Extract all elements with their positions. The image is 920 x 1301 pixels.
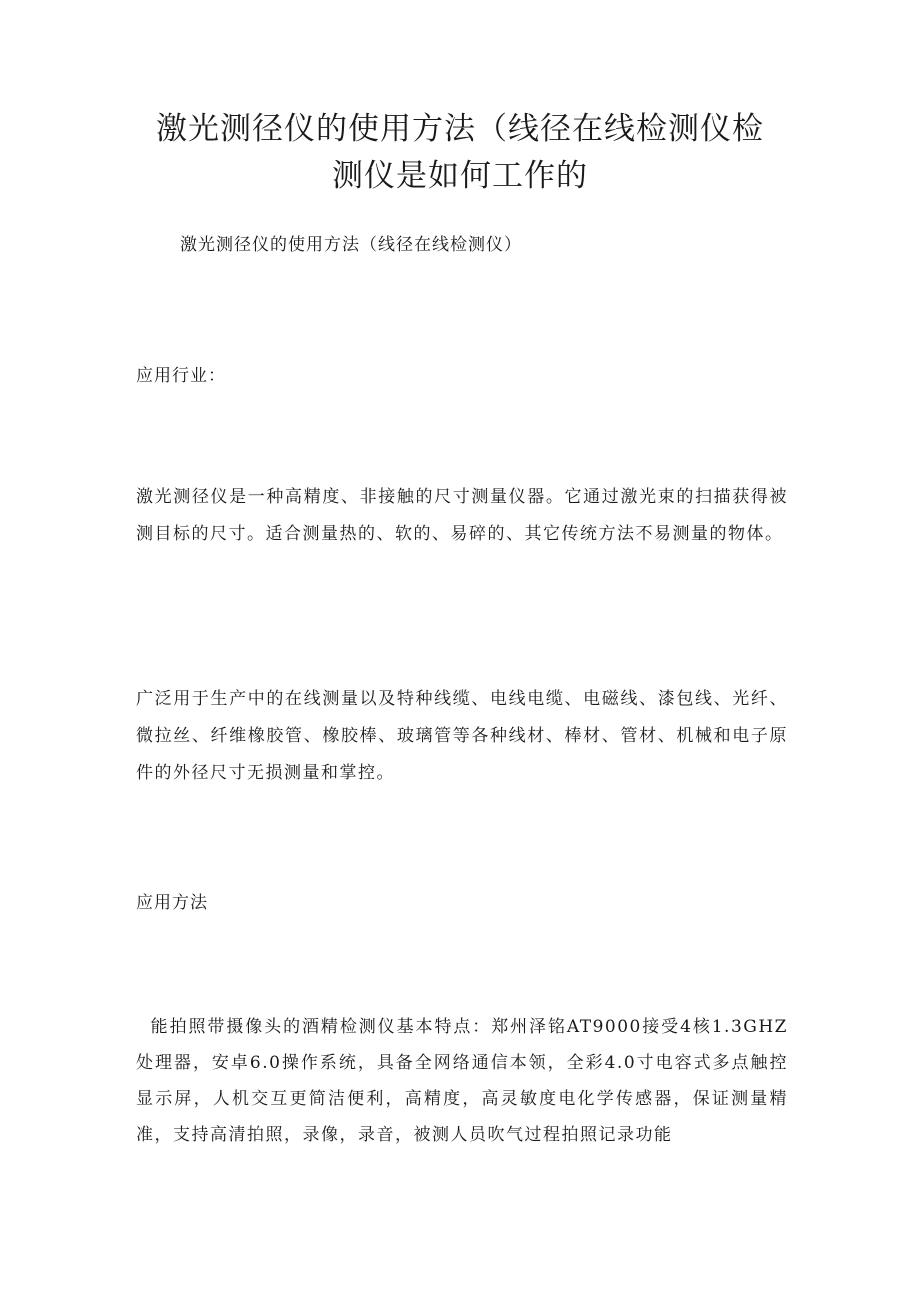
- paragraph-description: 激光测径仪是一种高精度、非接触的尺寸测量仪器。它通过激光束的扫描获得被测目标的尺寸。适合测量热的、软的、易碎的、其它传统方法不易测量的物体。: [136, 487, 788, 544]
- section-heading-industries: 应用行业：: [136, 366, 226, 386]
- document-title-line-2: 测仪是如何工作的: [332, 158, 588, 194]
- section-heading-method: 应用方法: [136, 893, 208, 913]
- paragraph-product-features: 能拍照带摄像头的酒精检测仪基本特点：郑州泽铭AT9000接受4核1.3GHZ处理器，安卓6.0操作系统，具备全网络通信本领，全彩4.0寸电容式多点触控显示屏，人机交互更简洁便利，高精度，高灵敏度电化学传感器，保证测量精准，支持高清拍照，录像，录音，被测人员吹气过程拍照记录功能: [136, 1017, 788, 1145]
- document-subtitle: 激光测径仪的使用方法（线径在线检测仪）: [180, 235, 522, 255]
- document-title-line-1: 激光测径仪的使用方法（线径在线检测仪检: [156, 111, 764, 147]
- paragraph-applications: 广泛用于生产中的在线测量以及特种线缆、电线电缆、电磁线、漆包线、光纤、微拉丝、纤维橡胶管、橡胶棒、玻璃管等各种线材、棒材、管材、机械和电子原件的外径尺寸无损测量和掌控。: [136, 689, 788, 783]
